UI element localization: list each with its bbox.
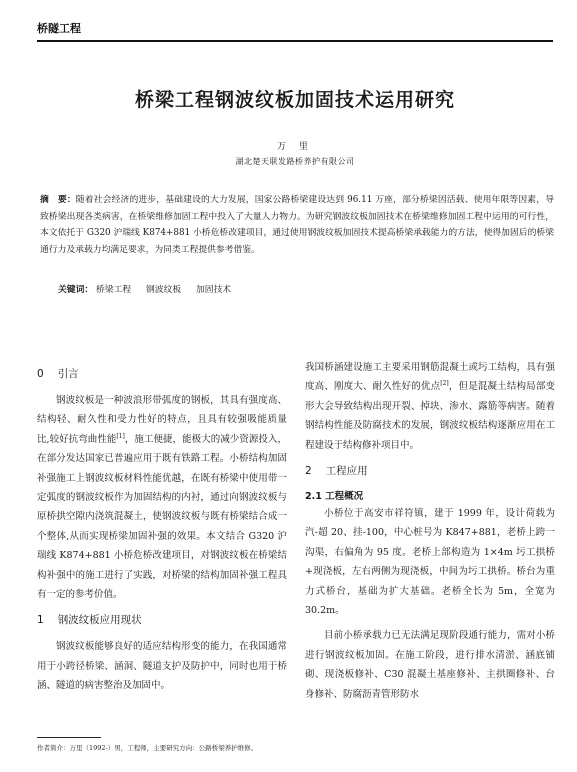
citation-ref: [1] bbox=[116, 432, 125, 440]
paragraph-text: 钢波纹板是一种波浪形带弧度的钢板，其具有强度高、结构轻、耐久性和受力性好的特点，且具有较强吸能质量比,较好抗弯曲性能 bbox=[37, 395, 287, 445]
keywords-label: 关键词： bbox=[58, 285, 94, 295]
body-paragraph bbox=[37, 391, 287, 604]
citation-ref: [2] bbox=[440, 380, 449, 388]
section-number: 0 bbox=[37, 368, 44, 380]
section-heading-intro bbox=[37, 366, 287, 381]
body-paragraph bbox=[305, 358, 555, 455]
paper-title: 桥梁工程钢波纹板加固技术运用研究 bbox=[134, 89, 455, 111]
section-heading-status bbox=[37, 612, 287, 627]
footnote-rule bbox=[37, 737, 101, 738]
header-rule bbox=[37, 40, 553, 42]
paragraph-text: ，施工便捷，能极大的减少资源投入，在部分发达国家已普遍应用于既有铁路工程。小桥结构加固补强施工上钢波纹板材料性能优越，在既有桥梁中使用带一定弧度的钢波纹板作为加固结构的内衬，通过向钢波纹板与原桥拱空隙内浇筑混凝土，使钢波纹板与既有桥梁结合成一个整体,从而实现桥梁加固补强的效果。本文结合 G320 沪瑞线 K874+881 小桥危桥改建项目，对钢波纹板在桥梁结构补强中的施工进行了实践，对桥梁的结构加固补强工程具有一定的参考价值。 bbox=[37, 433, 287, 601]
keywords bbox=[58, 282, 538, 295]
author-affiliation: 湖北楚天联发路桥养护有限公司 bbox=[235, 157, 355, 166]
section-number: 2 bbox=[305, 465, 312, 478]
abstract bbox=[40, 192, 554, 258]
abstract-text: 随着社会经济的进步，基础建设的大力发展，国家公路桥梁建设达到 96.11 万座，部分桥梁因活载、使用年限等因素，导致桥梁出现各类病害，在桥梁维修加固工程中投入了大量人力物力。为研究钢波纹板加固技术在桥梁维修加固工程中运用的可行性，本文依托于 G320 沪瑞线 K874+881 小桥危桥改建项目，通过使用钢波纹板加固技术提高桥梁承载能力的方法，使得加固后的桥梁通行力及承载力均满足要求，为同类工程提供参考借鉴。 bbox=[40, 195, 554, 255]
paragraph-text: ，但是混凝土结构局部变形大会导致结构出现开裂、掉块、渗水、露筋等病害。随着钢结构性能及防腐技术的发展，钢波纹板结构逐渐应用在工程建设于结构修补项目中。 bbox=[305, 381, 555, 451]
paragraph-text: 我国桥涵建设施工主要采用钢筋混凝土或圬工结构，具有强度高、刚度大、耐久性好的优点 bbox=[305, 362, 555, 393]
keyword-item: 加固技术 bbox=[196, 285, 232, 295]
body-paragraph: 小桥位于高安市祥符镇，建于 1999 年，设计荷载为汽-超 20、挂-100，中心桩号为 K847+881，老桥上跨一沟渠，右偏角为 95 度。老桥上部构造为 1×4m 圬工拱桥+现浇板，左右两侧为现浇板，中间为圬工拱桥。桥台为重力式桥台，基础为扩大基础。老桥全长为 5m，全宽为 30.2m。 bbox=[305, 508, 555, 617]
section-title: 引言 bbox=[57, 368, 79, 380]
section-title: 工程应用 bbox=[325, 465, 368, 478]
subsection-heading: 2.1 工程概况 bbox=[305, 491, 364, 503]
keyword-item: 桥梁工程 bbox=[96, 285, 132, 295]
section-heading-application bbox=[305, 463, 555, 478]
body-paragraph: 目前小桥承载力已无法满足现阶段通行能力，需对小桥进行钢波纹板加固。在施工阶段，进行排水清淤、涵底铺砌、现浇板修补、C30 混凝土基座修补、主拱圈修补、台身修补、防腐沥青管形防水 bbox=[305, 630, 555, 700]
left-column bbox=[37, 358, 287, 702]
right-column bbox=[305, 358, 555, 710]
author-name: 万 里 bbox=[277, 142, 313, 152]
keyword-item: 钢波纹板 bbox=[146, 285, 182, 295]
section-number: 1 bbox=[37, 614, 44, 627]
author-footnote: 作者简介：万里（1992-）男，工程师，主要研究方向：公路桥梁养护维修。 bbox=[37, 744, 258, 752]
abstract-label: 摘 要： bbox=[40, 195, 76, 205]
running-header: 桥隧工程 bbox=[37, 22, 81, 35]
body-paragraph: 钢波纹板能够良好的适应结构形变的能力，在我国通常用于小跨径桥梁、涵洞、隧道支护及防护中，同时也用于桥涵、隧道的病害整治及加固中。 bbox=[37, 641, 287, 692]
section-title: 钢波纹板应用现状 bbox=[57, 614, 142, 627]
